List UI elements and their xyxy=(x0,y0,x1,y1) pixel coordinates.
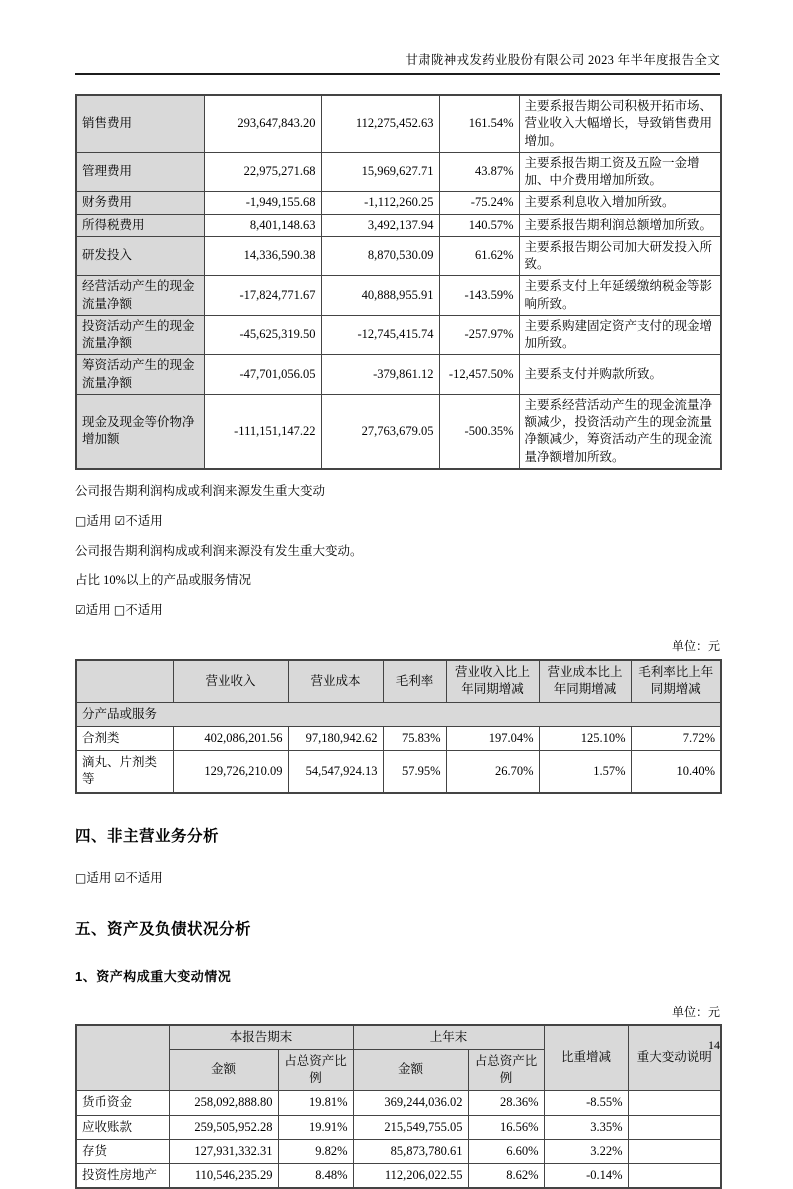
table-row xyxy=(76,95,721,152)
product-label: 合剂类 xyxy=(76,726,173,750)
not-applicable-label: 不适用 xyxy=(125,871,163,885)
current-amount: 293,647,843.20 xyxy=(204,95,321,152)
not-applicable-label: 不适用 xyxy=(125,603,163,617)
change-pct: -500.35% xyxy=(439,394,519,469)
weight-change-value: -8.55% xyxy=(544,1091,628,1115)
table-row xyxy=(76,236,721,276)
row-label: 所得税费用 xyxy=(76,214,204,236)
corner-cell xyxy=(76,660,173,702)
table-row xyxy=(76,315,721,355)
prior-pct: 6.60% xyxy=(468,1139,544,1163)
major-change-note xyxy=(628,1091,721,1115)
checkbox-unchecked-icon: □ xyxy=(114,603,125,617)
page-content xyxy=(75,0,720,1189)
change-note: 主要系报告期工资及五险一金增加、中介费用增加所致。 xyxy=(519,152,721,192)
page-header-title: 甘肃陇神戎发药业股份有限公司 2023 年半年度报告全文 xyxy=(75,0,720,68)
table-header-row xyxy=(76,660,721,702)
prior-amount: 85,873,780.61 xyxy=(353,1139,468,1163)
margin-change-value: 10.40% xyxy=(631,751,721,793)
current-amount: -1,949,155.68 xyxy=(204,192,321,214)
products-table xyxy=(75,659,722,794)
current-amount: 8,401,148.63 xyxy=(204,214,321,236)
pct-header: 占总资产比例 xyxy=(278,1049,353,1091)
current-amount: -111,151,147.22 xyxy=(204,394,321,469)
checkbox-unchecked-icon: □ xyxy=(75,514,86,528)
prior-amount: -1,112,260.25 xyxy=(321,192,439,214)
table-row xyxy=(76,1091,721,1115)
table-row xyxy=(76,214,721,236)
change-note: 主要系报告期利润总额增加所致。 xyxy=(519,214,721,236)
current-amount: 127,931,332.31 xyxy=(169,1139,278,1163)
prior-pct: 8.62% xyxy=(468,1164,544,1189)
prior-amount: 369,244,036.02 xyxy=(353,1091,468,1115)
section4-applicability-row xyxy=(75,870,720,887)
applicable-label: 适用 xyxy=(86,871,111,885)
asset-label: 投资性房地产 xyxy=(76,1164,169,1189)
prior-amount: 8,870,530.09 xyxy=(321,236,439,276)
cost-change-value: 1.57% xyxy=(539,751,631,793)
margin-header: 毛利率 xyxy=(383,660,446,702)
prior-amount: -12,745,415.74 xyxy=(321,315,439,355)
row-label: 筹资活动产生的现金流量净额 xyxy=(76,355,204,395)
section5-heading: 五、资产及负债状况分析 xyxy=(75,917,720,939)
prior-period-header: 上年末 xyxy=(353,1025,544,1050)
current-amount: -47,701,056.05 xyxy=(204,355,321,395)
current-amount: 14,336,590.38 xyxy=(204,236,321,276)
change-pct: -12,457.50% xyxy=(439,355,519,395)
major-change-note xyxy=(628,1164,721,1189)
table-row xyxy=(76,751,721,793)
cost-change-value: 125.10% xyxy=(539,726,631,750)
current-pct: 9.82% xyxy=(278,1139,353,1163)
change-pct: 61.62% xyxy=(439,236,519,276)
table-row xyxy=(76,394,721,469)
row-label: 管理费用 xyxy=(76,152,204,192)
cost-value: 97,180,942.62 xyxy=(288,726,383,750)
current-amount: 110,546,235.29 xyxy=(169,1164,278,1189)
change-note: 主要系报告期公司加大研发投入所致。 xyxy=(519,236,721,276)
cost-change-header: 营业成本比上年同期增减 xyxy=(539,660,631,702)
revenue-change-value: 197.04% xyxy=(446,726,539,750)
current-amount: 259,505,952.28 xyxy=(169,1115,278,1139)
profit-change-note: 公司报告期利润构成或利润来源没有发生重大变动。 xyxy=(75,543,720,560)
major-change-note xyxy=(628,1115,721,1139)
major-change-note-header: 重大变动说明 xyxy=(628,1025,721,1091)
change-note: 主要系报告期公司积极开拓市场、营业收入大幅增长，导致销售费用增加。 xyxy=(519,95,721,152)
row-label: 销售费用 xyxy=(76,95,204,152)
not-applicable-label: 不适用 xyxy=(125,514,163,528)
prior-amount: 215,549,755.05 xyxy=(353,1115,468,1139)
prior-amount: 112,206,022.55 xyxy=(353,1164,468,1189)
table-row xyxy=(76,355,721,395)
table-header-row xyxy=(76,1025,721,1050)
prior-amount: 15,969,627.71 xyxy=(321,152,439,192)
unit-label: 单位：元 xyxy=(75,1003,720,1020)
section4-heading: 四、非主营业务分析 xyxy=(75,824,720,846)
weight-change-header: 比重增减 xyxy=(544,1025,628,1091)
profit-change-title: 公司报告期利润构成或利润来源发生重大变动 xyxy=(75,483,720,500)
current-amount: 258,092,888.80 xyxy=(169,1091,278,1115)
checkbox-unchecked-icon: □ xyxy=(75,871,86,885)
row-label: 研发投入 xyxy=(76,236,204,276)
page-number: 14 xyxy=(708,1038,720,1053)
revenue-header: 营业收入 xyxy=(173,660,288,702)
change-note: 主要系经营活动产生的现金流量净额减少，投资活动产生的现金流量净额减少，筹资活动产生的现金流量净额增加所致。 xyxy=(519,394,721,469)
table-row xyxy=(76,726,721,750)
margin-change-header: 毛利率比上年同期增减 xyxy=(631,660,721,702)
profit-applicability-row xyxy=(75,513,720,530)
table-row xyxy=(76,1115,721,1139)
cost-header: 营业成本 xyxy=(288,660,383,702)
revenue-value: 402,086,201.56 xyxy=(173,726,288,750)
revenue-change-header: 营业收入比上年同期增减 xyxy=(446,660,539,702)
prior-amount: 112,275,452.63 xyxy=(321,95,439,152)
prior-pct: 16.56% xyxy=(468,1115,544,1139)
major-change-note xyxy=(628,1139,721,1163)
row-label: 经营活动产生的现金流量净额 xyxy=(76,276,204,316)
revenue-value: 129,726,210.09 xyxy=(173,751,288,793)
product-label: 滴丸、片剂类等 xyxy=(76,751,173,793)
applicable-label: 适用 xyxy=(86,603,111,617)
checkbox-checked-icon: ☑ xyxy=(114,871,125,885)
change-pct: -75.24% xyxy=(439,192,519,214)
applicable-label: 适用 xyxy=(86,514,111,528)
row-label: 财务费用 xyxy=(76,192,204,214)
assets-table xyxy=(75,1024,722,1189)
prior-pct: 28.36% xyxy=(468,1091,544,1115)
table-row xyxy=(76,276,721,316)
table-row xyxy=(76,192,721,214)
amount-header: 金额 xyxy=(353,1049,468,1091)
change-pct: 161.54% xyxy=(439,95,519,152)
change-pct: -143.59% xyxy=(439,276,519,316)
row-label: 现金及现金等价物净增加额 xyxy=(76,394,204,469)
products-over-10pct-title: 占比 10%以上的产品或服务情况 xyxy=(75,572,720,589)
checkbox-checked-icon: ☑ xyxy=(75,603,86,617)
group-label: 分产品或服务 xyxy=(76,702,721,726)
margin-change-value: 7.72% xyxy=(631,726,721,750)
margin-value: 75.83% xyxy=(383,726,446,750)
amount-header: 金额 xyxy=(169,1049,278,1091)
pct-header: 占总资产比例 xyxy=(468,1049,544,1091)
header-rule xyxy=(75,73,720,75)
change-note: 主要系支付上年延缓缴纳税金等影响所致。 xyxy=(519,276,721,316)
current-pct: 19.81% xyxy=(278,1091,353,1115)
section5-sub1-heading: 1、资产构成重大变动情况 xyxy=(75,966,720,985)
revenue-change-value: 26.70% xyxy=(446,751,539,793)
current-amount: -45,625,319.50 xyxy=(204,315,321,355)
change-note: 主要系支付并购款所致。 xyxy=(519,355,721,395)
current-period-header: 本报告期末 xyxy=(169,1025,353,1050)
change-pct: 43.87% xyxy=(439,152,519,192)
table-row xyxy=(76,1164,721,1189)
change-pct: -257.97% xyxy=(439,315,519,355)
weight-change-value: 3.35% xyxy=(544,1115,628,1139)
asset-label: 货币资金 xyxy=(76,1091,169,1115)
financial-changes-table xyxy=(75,94,722,470)
asset-label: 应收账款 xyxy=(76,1115,169,1139)
current-pct: 8.48% xyxy=(278,1164,353,1189)
weight-change-value: -0.14% xyxy=(544,1164,628,1189)
asset-label: 存货 xyxy=(76,1139,169,1163)
group-row xyxy=(76,702,721,726)
unit-label: 单位：元 xyxy=(75,637,720,654)
prior-amount: 27,763,679.05 xyxy=(321,394,439,469)
prior-amount: 40,888,955.91 xyxy=(321,276,439,316)
table-row xyxy=(76,1139,721,1163)
weight-change-value: 3.22% xyxy=(544,1139,628,1163)
change-note: 主要系利息收入增加所致。 xyxy=(519,192,721,214)
prior-amount: 3,492,137.94 xyxy=(321,214,439,236)
margin-value: 57.95% xyxy=(383,751,446,793)
prior-amount: -379,861.12 xyxy=(321,355,439,395)
change-note: 主要系购建固定资产支付的现金增加所致。 xyxy=(519,315,721,355)
corner-cell xyxy=(76,1025,169,1091)
current-amount: 22,975,271.68 xyxy=(204,152,321,192)
table-row xyxy=(76,152,721,192)
row-label: 投资活动产生的现金流量净额 xyxy=(76,315,204,355)
cost-value: 54,547,924.13 xyxy=(288,751,383,793)
current-pct: 19.91% xyxy=(278,1115,353,1139)
checkbox-checked-icon: ☑ xyxy=(114,514,125,528)
products-applicability-row xyxy=(75,602,720,619)
change-pct: 140.57% xyxy=(439,214,519,236)
current-amount: -17,824,771.67 xyxy=(204,276,321,316)
